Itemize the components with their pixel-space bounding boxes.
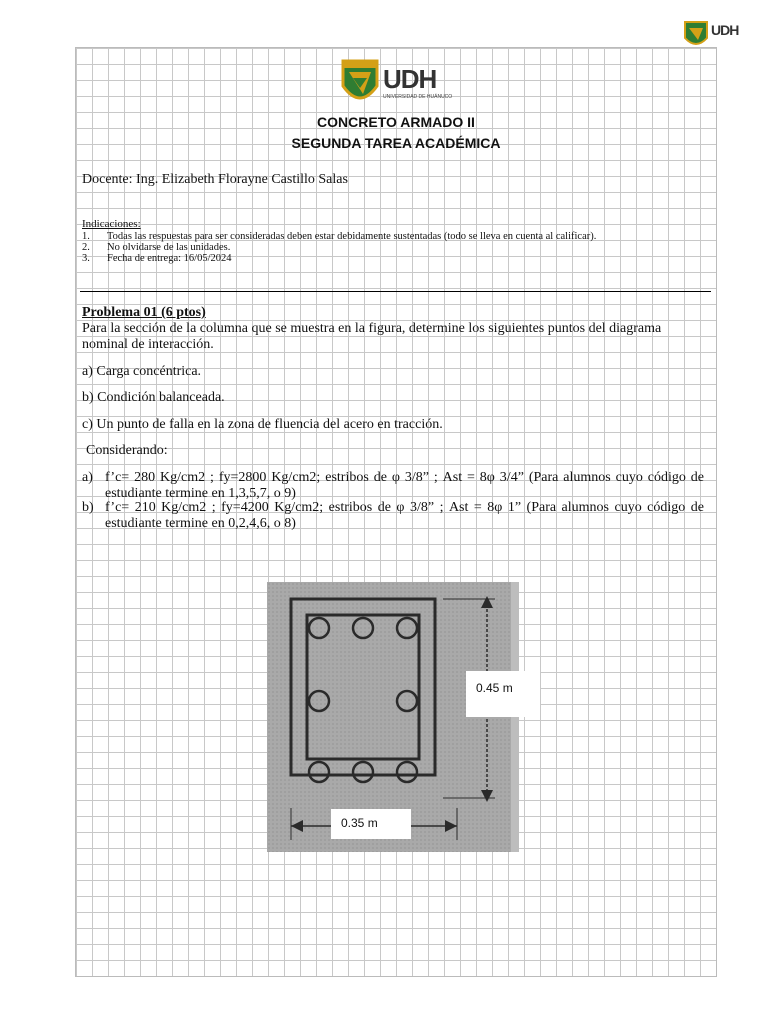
list-item-text: No olvidarse de las unidades. — [107, 242, 231, 253]
rebar — [397, 691, 417, 711]
column-outline — [291, 599, 435, 775]
option-label: b) — [82, 500, 94, 515]
list-item-text: Todas las respuestas para ser consideradas deben estar debidamente sustentadas (todo se lleva en cuenta al calificar). — [107, 231, 597, 242]
point-a: a) Carga concéntrica. — [82, 364, 202, 379]
figure-edge — [511, 582, 519, 852]
arrow-up-icon — [481, 596, 493, 608]
course-title: CONCRETO ARMADO II — [317, 114, 475, 130]
option-text: f’c= 210 Kg/cm2 ; fy=4200 Kg/cm2; estribos de φ 3/8” ; Ast = 8φ 1” (Para alumnos cuyo código de estudiante termine en 0,2,4,6, o 8) — [105, 500, 704, 531]
problem-title: Problema 01 (6 ptos) — [82, 305, 206, 320]
document-page — [75, 47, 717, 977]
crest-icon — [341, 58, 379, 110]
arrow-right-icon — [445, 820, 457, 832]
main-logo — [341, 58, 451, 110]
corner-logo-text: UDH — [711, 22, 739, 38]
assignment-title: SEGUNDA TAREA ACADÉMICA — [291, 135, 501, 151]
indicaciones-list — [82, 231, 702, 264]
main-logo-tagline: UNIVERSIDAD DE HUÁNUCO — [383, 94, 453, 100]
option-label: a) — [82, 470, 93, 485]
rebar — [353, 762, 373, 782]
list-item-number: 3. — [82, 253, 90, 264]
indicaciones-title: Indicaciones: — [82, 218, 141, 230]
problem-intro: Para la sección de la columna que se muestra en la figura, determine los siguientes puntos del diagrama nominal de interacción. — [82, 321, 662, 352]
option-a — [82, 470, 704, 502]
rebar — [309, 762, 329, 782]
considerando-label: Considerando: — [86, 443, 168, 458]
corner-logo — [684, 20, 744, 50]
arrow-left-icon — [291, 820, 303, 832]
list-item-number: 2. — [82, 242, 90, 253]
docente-line: Docente: Ing. Elizabeth Florayne Castillo Salas — [82, 172, 348, 187]
list-item — [82, 231, 702, 242]
list-item — [82, 253, 702, 264]
list-item-number: 1. — [82, 231, 90, 242]
section-divider — [80, 291, 711, 292]
main-logo-text: UDH — [383, 64, 437, 94]
list-item-text: Fecha de entrega: 16/05/2024 — [107, 253, 232, 264]
point-c: c) Un punto de falla en la zona de fluencia del acero en tracción. — [82, 417, 443, 432]
width-label: 0.35 m — [331, 809, 411, 839]
option-b — [82, 500, 704, 532]
arrow-down-icon — [481, 790, 493, 802]
rebar — [353, 618, 373, 638]
rebar — [397, 762, 417, 782]
option-text: f’c= 280 Kg/cm2 ; fy=2800 Kg/cm2; estribos de φ 3/8” ; Ast = 8φ 3/4” (Para alumnos cuyo código de estudiante termine en 1,3,5,7, o 9) — [105, 470, 704, 501]
point-b: b) Condición balanceada. — [82, 390, 225, 405]
height-label: 0.45 m — [466, 671, 540, 717]
rebar — [397, 618, 417, 638]
rebar — [309, 618, 329, 638]
rebar — [309, 691, 329, 711]
list-item — [82, 242, 702, 253]
